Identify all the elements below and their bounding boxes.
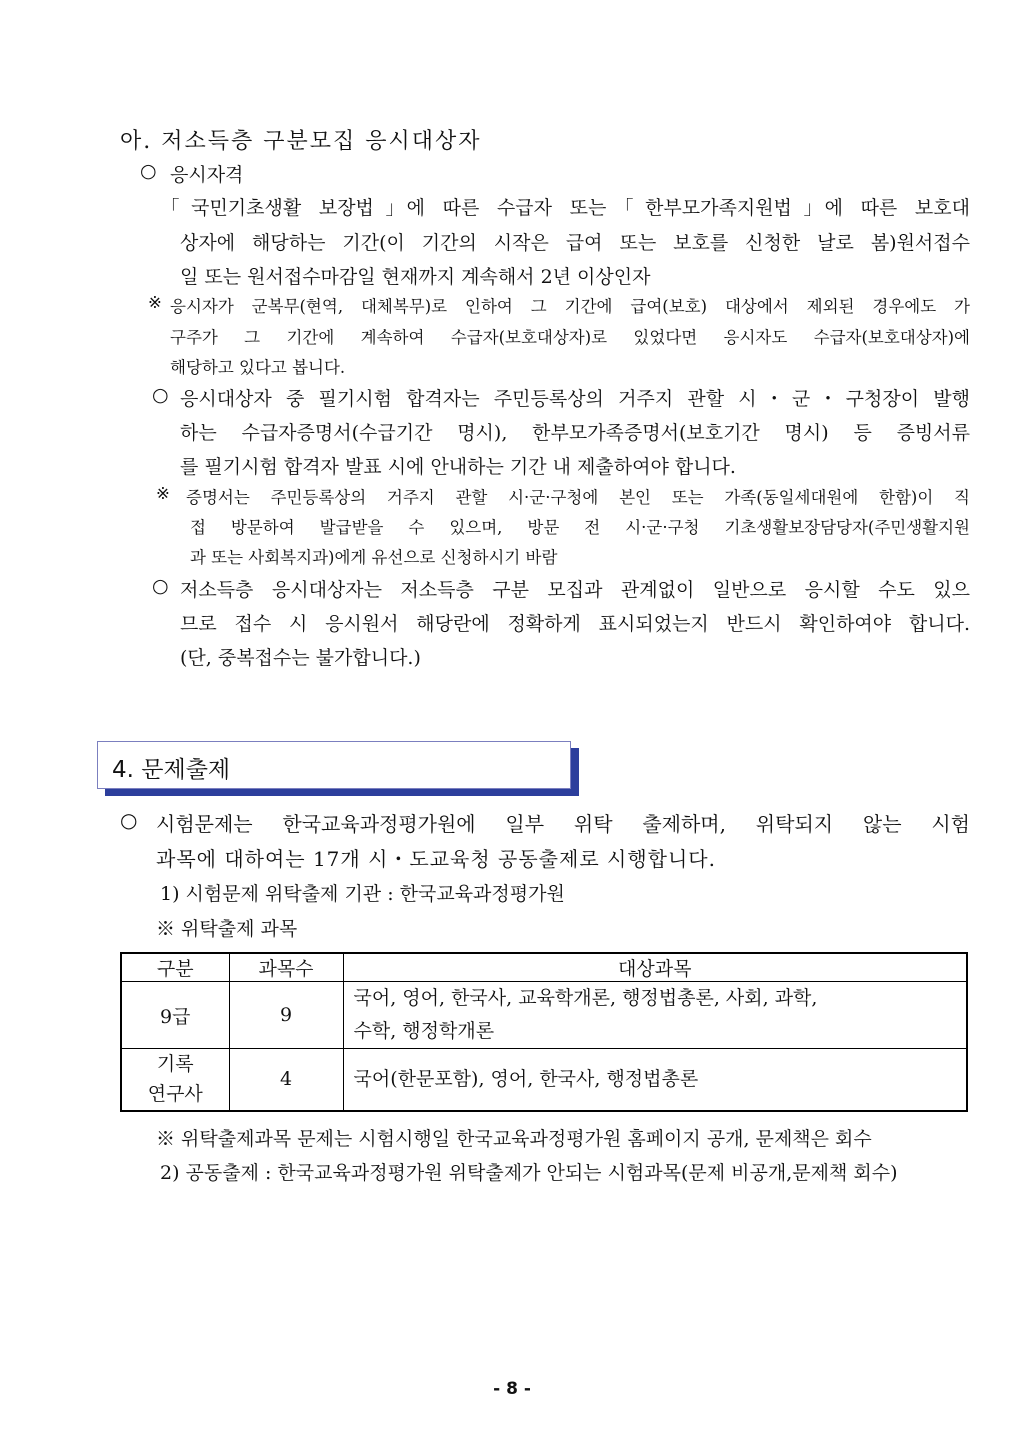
general-apply-line: 므로 접수 시 응시원서 해당란에 정확하게 표시되었는지 반드시 확인하여야 합니다. bbox=[180, 613, 970, 635]
exam-intro-line: 시험문제는 한국교육과정평가원에 일부 위탁 출제하며, 위탁되지 않는 시험 bbox=[156, 812, 970, 836]
subjects-line: 국어, 영어, 한국사, 교육학개론, 행정법총론, 사회, 과학, bbox=[353, 987, 818, 1009]
category-cell bbox=[121, 1049, 229, 1111]
category-line: 연구사 bbox=[147, 1083, 203, 1106]
note-mark: ※ bbox=[156, 484, 170, 503]
military-note-line: 구주가 그 기간에 계속하여 수급자(보호대상자)로 있었다면 응시자도 수급자(보호대상자)에 bbox=[170, 328, 970, 347]
issuance-note-line: 과 또는 사회복지과)에게 유선으로 신청하시기 바람 bbox=[190, 548, 558, 567]
subjects-line: 수학, 행정학개론 bbox=[353, 1020, 495, 1042]
note-mark: ※ bbox=[148, 293, 162, 312]
eligibility-line: 일 또는 원서접수마감일 현재까지 계속해서 2년 이상인자 bbox=[180, 266, 651, 288]
consigned-subjects-table bbox=[120, 952, 968, 1112]
column-header: 대상과목 bbox=[343, 953, 967, 982]
subjects-cell bbox=[343, 982, 967, 1049]
category-cell: 9급 bbox=[121, 982, 229, 1049]
table-row bbox=[121, 1049, 967, 1111]
table-row bbox=[121, 982, 967, 1049]
military-note-line: 응시자가 군복무(현역, 대체복무)로 인하여 그 기간에 급여(보호) 대상에서 제외된 경우에도 가 bbox=[170, 297, 970, 316]
category-line: 기록 bbox=[156, 1053, 194, 1076]
consignment-footnote: ※ 위탁출제과목 문제는 시험시행일 한국교육과정평가원 홈페이지 공개, 문제책은 회수 bbox=[156, 1128, 872, 1150]
page-number: - 8 - bbox=[493, 1379, 531, 1399]
issuance-note-line: 증명서는 주민등록상의 거주지 관할 시·군·구청에 본인 또는 가족(동일세대원에 한함)이 직 bbox=[186, 488, 970, 507]
issuance-note-line: 접 방문하여 발급받을 수 있으며, 방문 전 시·군·구청 기초생활보장담당자(주민생활지원 bbox=[190, 518, 970, 537]
count-cell: 4 bbox=[229, 1049, 343, 1111]
bullet-mark: ○ bbox=[140, 160, 157, 182]
section-title: 4. 문제출제 bbox=[112, 757, 231, 783]
general-apply-line: (단, 중복접수는 불가합니다.) bbox=[180, 647, 421, 669]
subjects-cell: 국어(한문포함), 영어, 한국사, 행정법총론 bbox=[343, 1049, 967, 1111]
section-heading: 아. 저소득층 구분모집 응시대상자 bbox=[120, 129, 482, 154]
column-header: 구분 bbox=[121, 953, 229, 982]
count-cell: 9 bbox=[229, 982, 343, 1049]
eligibility-line: ｢국민기초생활 보장법｣에 따른 수급자 또는 ｢한부모가족지원법｣에 따른 보호대 bbox=[170, 197, 970, 219]
consignment-agency: 1) 시험문제 위탁출제 기관 : 한국교육과정평가원 bbox=[160, 883, 565, 905]
certificate-line: 응시대상자 중 필기시험 합격자는 주민등록상의 거주지 관할 시・군・구청장이 발행 bbox=[180, 388, 970, 410]
bullet-mark: ○ bbox=[152, 384, 169, 406]
table-header-row bbox=[121, 953, 967, 982]
military-note-line: 해당하고 있다고 봅니다. bbox=[170, 358, 346, 377]
general-apply-line: 저소득층 응시대상자는 저소득층 구분 모집과 관계없이 일반으로 응시할 수도 있으 bbox=[180, 579, 970, 601]
exam-intro-line: 과목에 대하여는 17개 시・도교육청 공동출제로 시행합니다. bbox=[156, 847, 716, 871]
column-header: 과목수 bbox=[229, 953, 343, 982]
certificate-line: 를 필기시험 합격자 발표 시에 안내하는 기간 내 제출하여야 합니다. bbox=[180, 456, 736, 478]
eligibility-label: 응시자격 bbox=[170, 164, 244, 186]
bullet-mark: ○ bbox=[120, 808, 138, 832]
joint-exam-item: 2) 공동출제 : 한국교육과정평가원 위탁출제가 안되는 시험과목(문제 비공개,문제책 회수) bbox=[160, 1162, 898, 1184]
section-title-box bbox=[97, 741, 571, 789]
eligibility-line: 상자에 해당하는 기간(이 기간의 시작은 급여 또는 보호를 신청한 날로 봄)원서접수 bbox=[180, 232, 970, 254]
consignment-subjects-label: ※ 위탁출제 과목 bbox=[156, 918, 298, 940]
certificate-line: 하는 수급자증명서(수급기간 명시), 한부모가족증명서(보호기간 명시) 등 증빙서류 bbox=[180, 422, 970, 444]
bullet-mark: ○ bbox=[152, 575, 169, 597]
